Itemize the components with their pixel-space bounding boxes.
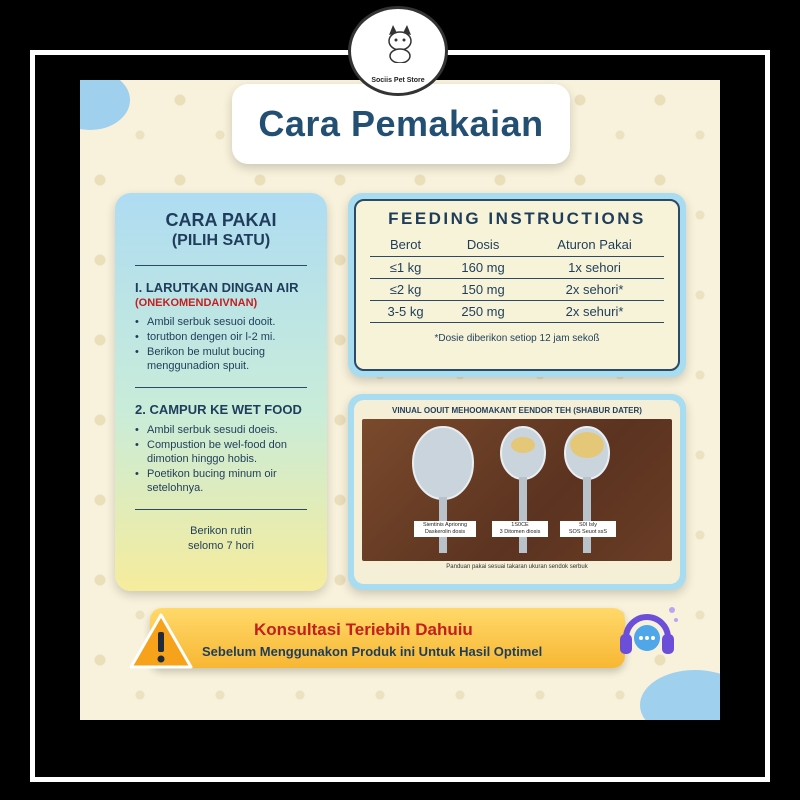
- table-cell: 160 mg: [441, 257, 525, 279]
- table-row: [370, 257, 664, 279]
- method1-steps: [135, 315, 307, 373]
- table-cell: 2x sehori*: [525, 279, 664, 301]
- headset-chat-icon: [612, 600, 682, 670]
- feeding-inner-panel: [354, 199, 680, 371]
- spoon-label-line1: Sientinis Aprionng: [422, 522, 468, 528]
- table-header-row: [370, 233, 664, 257]
- usage-card: [115, 193, 327, 591]
- page-title: Cara Pemakaian: [258, 103, 544, 144]
- feeding-instructions-card: [348, 193, 686, 377]
- list-item: • Ambil serbuk sesudi doeis.: [135, 423, 307, 437]
- spoon-photo: [362, 419, 672, 561]
- photo-caption: Panduan pakai sesuai takaran ukuran sendok serbuk: [446, 564, 588, 570]
- usage-subtitle: (PILIH SATU): [171, 232, 271, 249]
- method2-steps: [135, 423, 307, 495]
- usage-title: CARA PAKAI: [165, 210, 277, 230]
- table-row: [370, 279, 664, 301]
- usage-footer-line1: Berikon rutin: [190, 525, 252, 537]
- table-cell: ≤2 kg: [370, 279, 441, 301]
- photo-title: VINUAL OOUIT MEHOOMAKANT EENDOR TEH (SHABUR DATER): [392, 406, 642, 415]
- usage-footer: [135, 524, 307, 554]
- column-header: Berot: [370, 233, 441, 257]
- feeding-table: [370, 233, 664, 323]
- spoon-label: [414, 521, 476, 537]
- spoon-photo-card: [348, 394, 686, 590]
- divider: [135, 265, 307, 266]
- table-cell: 2x sehuri*: [525, 301, 664, 323]
- usage-footer-line2: selomo 7 hori: [187, 540, 255, 552]
- spoon-label-line2: 3 Ditomen diosis: [499, 529, 541, 535]
- banner-subtext: Sebelum Menggunakon Produk ini Untuk Hasil Optimel: [202, 644, 543, 659]
- spoon-label-line2: SOS Seuot ssS: [568, 529, 608, 535]
- list-item: • Ambil serbuk sesuoi dooit.: [135, 315, 307, 329]
- divider: [135, 387, 307, 388]
- table-cell: 250 mg: [441, 301, 525, 323]
- spoon-label-line1: 1S0CE: [511, 522, 529, 528]
- decor-blob-bottom-right: [640, 670, 720, 720]
- feeding-title: FEEDING INSTRUCTIONS: [388, 209, 646, 228]
- table-cell: 1x sehori: [525, 257, 664, 279]
- table-row: [370, 301, 664, 323]
- title-card: [232, 84, 570, 164]
- method1-heading: I. LARUTKAN DINGAN AIR: [135, 280, 299, 295]
- spoon-label: [492, 521, 548, 537]
- photo-inner-panel: [354, 400, 680, 584]
- list-item: • Poetikon bucing minum oir setelohnya.: [135, 467, 307, 495]
- logo-text: Sociis Pet Store: [371, 77, 425, 84]
- consultation-banner: [150, 608, 625, 668]
- column-header: Dosis: [441, 233, 525, 257]
- table-cell: ≤1 kg: [370, 257, 441, 279]
- decor-blob-top-left: [80, 80, 130, 130]
- spoon-label: [560, 521, 616, 537]
- list-item: • Compustion be wel-food don dimotion hinggo hobis.: [135, 438, 307, 466]
- method2-heading: 2. CAMPUR KE WET FOOD: [135, 402, 302, 417]
- list-item: • Berikon be mulut bucing menggunadion spuit.: [135, 345, 307, 373]
- feeding-note: *Dosie diberikon setiop 12 jam sekoß: [434, 333, 600, 344]
- list-item: • torutbon dengen oir l-2 mi.: [135, 330, 307, 344]
- spoon-label-line2: Daskerolin dosis: [424, 529, 466, 535]
- table-cell: 3-5 kg: [370, 301, 441, 323]
- store-logo: [348, 6, 448, 96]
- divider: [135, 509, 307, 510]
- spoon-label-line1: S0I Isly: [578, 522, 598, 528]
- column-header: Aturon Pakai: [525, 233, 664, 257]
- cat-logo-icon: [385, 23, 415, 63]
- method1-recommended-note: (ONEKOMENDAIVNAN): [135, 297, 258, 309]
- warning-icon: [128, 612, 194, 670]
- banner-heading: Konsultasi Teriebih Dahuiu: [254, 620, 473, 639]
- table-cell: 150 mg: [441, 279, 525, 301]
